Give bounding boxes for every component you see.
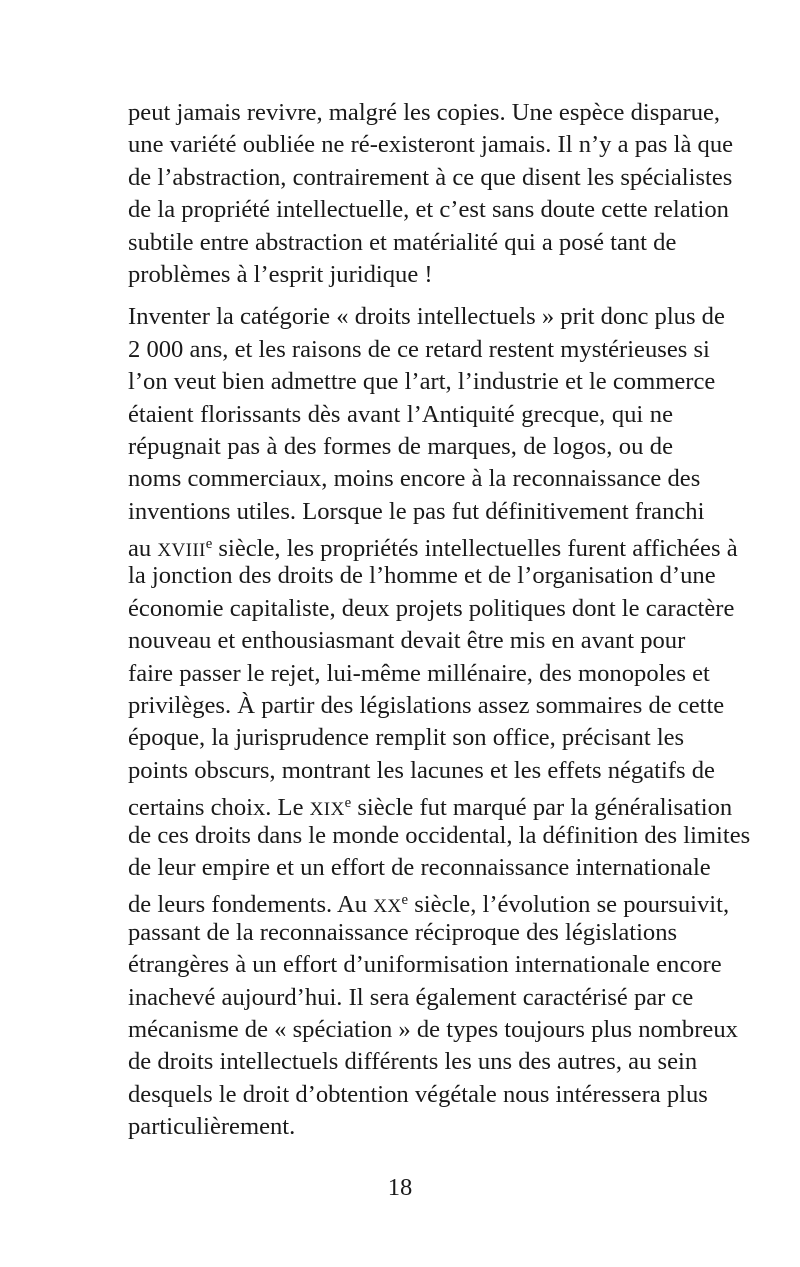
text-line: subtile entre abstraction et matérialité qui a posé tant de	[128, 228, 677, 256]
text-line: 2 000 ans, et les raisons de ce retard restent mystérieuses si	[128, 335, 710, 363]
text-segment: siècle fut marqué par la généralisation	[351, 794, 733, 822]
ordinal-superscript: e	[205, 536, 213, 553]
text-line: privilèges. À partir des législations assez sommaires de cette	[128, 692, 725, 720]
text-line: peut jamais revivre, malgré les copies. Une espèce disparue,	[128, 99, 721, 126]
text-line: économie capitaliste, deux projets politiques dont le caractère	[128, 594, 735, 622]
text-line: points obscurs, montrant les lacunes et les effets négatifs de	[128, 756, 715, 784]
text-line: étaient florissants dès avant l’Antiquité grecque, qui ne	[128, 400, 673, 428]
text-line: de la propriété intellectuelle, et c’est sans doute cette relation	[128, 196, 729, 224]
century-numeral: XX	[373, 896, 402, 918]
body-text	[128, 97, 751, 1154]
text-line: la jonction des droits de l’homme et de l’organisation d’une	[128, 562, 716, 590]
text-segment: de leurs fondements. Au	[128, 891, 374, 919]
text-line: l’on veut bien admettre que l’art, l’industrie et le commerce	[128, 368, 716, 396]
text-line: desquels le droit d’obtention végétale nous intéressera plus	[128, 1080, 708, 1108]
text-line: nouveau et enthousiasmant devait être mis en avant pour	[128, 627, 686, 655]
century-numeral: XVIII	[157, 540, 206, 562]
text-line: de l’abstraction, contrairement à ce que disent les spécialistes	[128, 163, 733, 191]
text-line: étrangères à un effort d’uniformisation internationale encore	[128, 951, 722, 979]
text-line: problèmes à l’esprit juridique !	[128, 260, 433, 288]
page-number: 18	[387, 1174, 413, 1201]
text-line: particulièrement.	[128, 1113, 296, 1141]
text-line	[128, 528, 738, 563]
text-line: inachevé aujourd’hui. Il sera également caractérisé par ce	[128, 983, 694, 1011]
text-line	[128, 884, 730, 919]
text-line: noms commerciaux, moins encore à la reconnaissance des	[128, 465, 701, 493]
text-line: Inventer la catégorie « droits intellectuels » prit donc plus de	[128, 303, 725, 331]
text-line: une variété oubliée ne ré-existeront jamais. Il n’y a pas là que	[128, 131, 734, 159]
text-line: de droits intellectuels différents les uns des autres, au sein	[128, 1048, 698, 1076]
text-segment: siècle, les propriétés intellectuelles furent affichées à	[212, 535, 738, 563]
paragraph	[128, 301, 751, 1143]
text-segment: certains choix. Le	[128, 794, 310, 822]
text-line: répugnait pas à des formes de marques, de logos, ou de	[128, 432, 673, 460]
text-segment: au	[128, 535, 158, 563]
text-segment: siècle, l’évolution se poursuivit,	[408, 891, 730, 919]
century-numeral: XIX	[309, 799, 345, 821]
ordinal-superscript: e	[401, 892, 409, 909]
text-line	[128, 787, 733, 822]
ordinal-superscript: e	[344, 795, 352, 812]
text-line: époque, la jurisprudence remplit son office, précisant les	[128, 724, 685, 752]
text-line: inventions utiles. Lorsque le pas fut définitivement franchi	[128, 497, 705, 525]
text-line: faire passer le rejet, lui-même millénaire, des monopoles et	[128, 659, 710, 687]
text-line: mécanisme de « spéciation » de types toujours plus nombreux	[128, 1015, 738, 1043]
text-line: de leur empire et un effort de reconnaissance internationale	[128, 853, 711, 881]
paragraph	[128, 97, 734, 291]
text-line: passant de la reconnaissance réciproque des législations	[128, 918, 678, 946]
text-line: de ces droits dans le monde occidental, la définition des limites	[128, 821, 751, 849]
